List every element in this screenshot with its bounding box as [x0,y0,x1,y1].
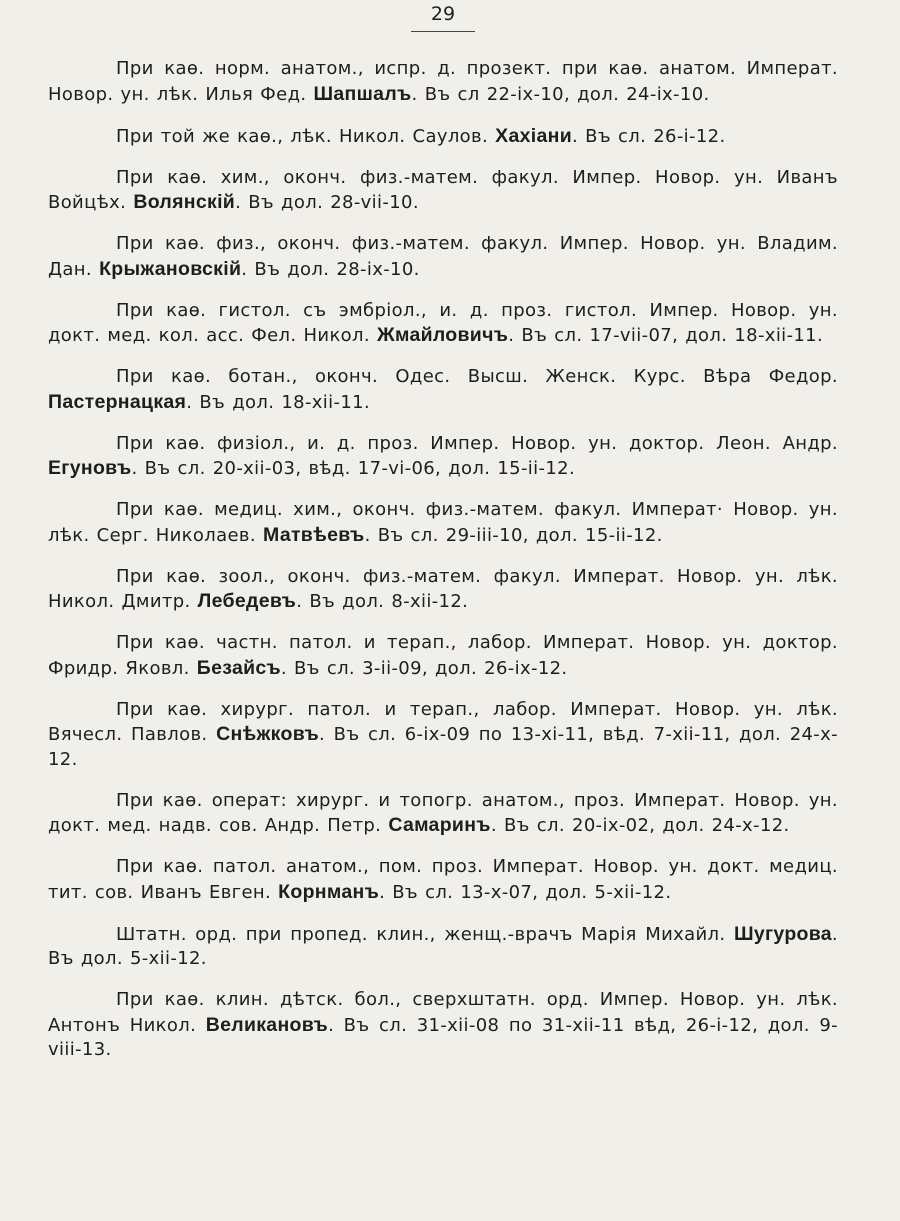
entries-list [48,57,838,1063]
entry-text: При каѳ. физіол., и. д. проз. Импер. Новор. ун. доктор. Леон. Андр. [116,432,838,454]
entry-dates: . Въ дол. 5-xii-12. [48,923,838,969]
entry-dates: . Въ дол. 28-vii-10. [235,192,419,213]
person-surname: Великановъ [205,1013,329,1036]
entry-dates: . Въ сл. 6-ix-09 по 13-xi-11, вѣд. 7-xii-11, дол. 24-x-12. [48,724,838,770]
entry [48,232,838,282]
person-surname: Лебедевъ [197,590,297,612]
entry-text: При каѳ. зоол., оконч. физ.-матем. факул. Императ. Новор. ун. лѣк. Никол. Дмитр. [48,565,838,612]
entry [48,432,838,482]
entry [48,365,838,415]
person-surname: Егуновъ [48,457,132,479]
entry-dates: . Въ сл. 20-ix-02, дол. 24-x-12. [490,815,790,836]
entry-dates: . Въ сл. 3-ii-09, дол. 26-ix-12. [280,657,568,679]
entry-text: При той же каѳ., лѣк. Никол. Саулов. [116,125,489,147]
entry-dates: . Въ сл. 20-xii-03, вѣд. 17-vi-06, дол. 15-ii-12. [131,458,576,479]
entry-dates: . Въ сл. 13-x-07, дол. 5-xii-12. [379,881,672,903]
entry-dates: . Въ сл 22-ix-10, дол. 24-ix-10. [411,83,710,105]
entry-dates: . Въ дол. 8-xii-12. [296,591,469,612]
entry [48,166,838,216]
entry-text: При каѳ. патол. анатом., пом. проз. Императ. Новор. ун. докт. медиц. тит. сов. Иванъ Евген. [48,856,838,903]
person-surname: Крыжановскій [99,257,242,280]
entry [48,498,838,548]
entry-text: При каѳ. физ., оконч. физ.-матем. факул. Импер. Новор. ун. Владим. Дан. [48,233,838,280]
entry [48,299,838,349]
entry-text: При каѳ. операт: хирург. и топогр. анатом., проз. Императ. Новор. ун. докт. мед. надв. сов. Андр. Петр. [48,789,838,836]
entry-text: При каѳ. частн. патол. и терап., лабор. Императ. Новор. ун. доктор. Фридр. Яковл. [48,632,838,679]
entry-text: При каѳ. клин. дѣтск. бол., сверхштатн. орд. Импер. Новор. ун. лѣк. Антонъ Никол. [48,989,838,1036]
entry-text: При каѳ. хим., оконч. физ.-матем. факул. Импер. Новор. ун. Иванъ Войцѣх. [48,166,838,213]
person-surname: Шапшалъ [313,82,412,105]
entry [48,57,838,107]
entry-dates: . Въ сл. 17-vii-07, дол. 18-xii-11. [508,325,824,346]
person-surname: Пастернацкая [48,390,187,413]
person-surname: Безайсъ [196,656,281,679]
person-surname: Хахіани [495,124,572,147]
entry-text: При каѳ. норм. анатом., испр. д. прозект. при каѳ. анатом. Императ. Новор. ун. лѣк. Илья Фед. [48,58,838,105]
entry-dates: . Въ сл. 29-iii-10, дол. 15-ii-12. [364,524,663,546]
page-number: 29 [430,3,456,25]
entry-text: При каѳ. гистол. съ эмбріол., и. д. проз. гистол. Импер. Новор. ун. докт. мед. кол. асс. Фел. Никол. [48,299,838,346]
person-surname: Волянскій [133,191,236,213]
entry [48,124,838,150]
entry [48,789,838,839]
entry-dates: . Въ дол. 28-ix-10. [241,258,420,280]
person-surname: Корнманъ [278,880,380,903]
entry [48,631,838,681]
person-surname: Шугурова [733,922,832,945]
person-surname: Снѣжковъ [216,723,320,745]
entry-text: Штатн. орд. при пропед. клин., женщ.-врачъ Марія Михайл. [116,923,726,945]
entry-dates: . Въ сл. 31-xii-08 по 31-xii-11 вѣд, 26-i-12, дол. 9-viii-13. [48,1014,839,1060]
entry-text: При каѳ. хирург. патол. и терап., лабор. Императ. Новор. ун. лѣк. Вячесл. Павлов. [48,698,838,745]
person-surname: Жмайловичъ [377,324,509,346]
person-surname: Матвѣевъ [263,523,365,546]
entry-text: При каѳ. ботан., оконч. Одес. Высш. Женск. Курс. Вѣра Федор. [116,366,838,387]
entry [48,698,838,773]
person-surname: Самаринъ [388,814,491,836]
entry [48,855,838,905]
page-number-rule [411,31,475,32]
entry [48,922,838,972]
entry-dates: . Въ дол. 18-xii-11. [186,391,371,413]
entry [48,565,838,615]
entry-dates: . Въ сл. 26-i-12. [571,125,726,147]
entry-text: При каѳ. медиц. хим., оконч. физ.-матем. факул. Императ· Новор. ун. лѣк. Серг. Николаев. [48,499,838,546]
entry [48,988,838,1063]
